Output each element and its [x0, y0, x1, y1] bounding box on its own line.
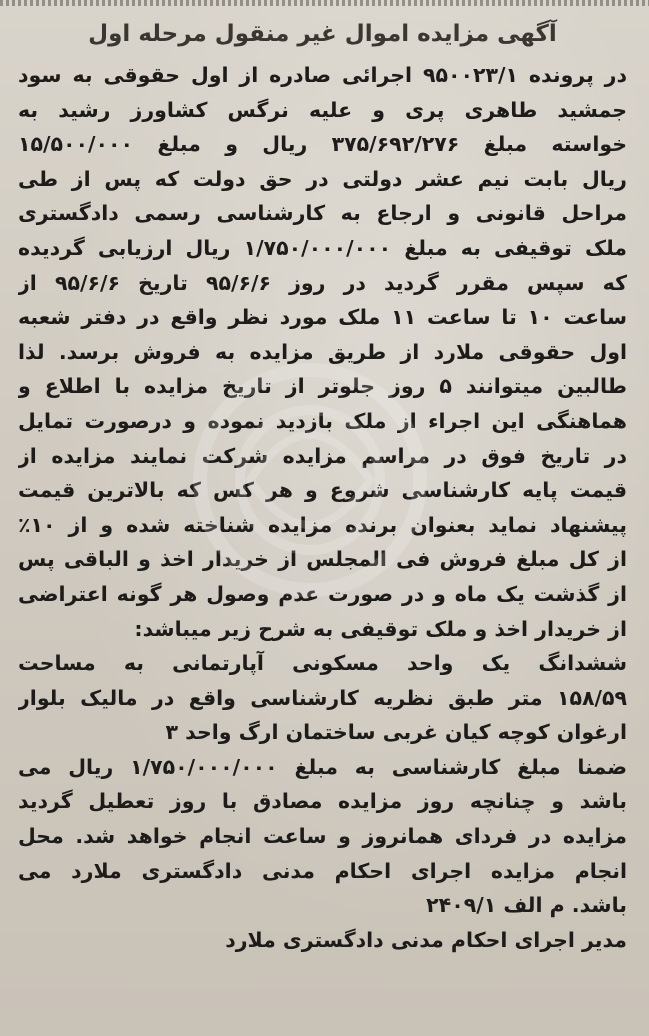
notice-line: در تاریخ فوق در مراسم مزایده شرکت نمایند مزایده از: [18, 443, 627, 468]
notice-body: [18, 58, 627, 957]
notice-title: آگهی مزایده اموال غیر منقول مرحله اول: [88, 21, 557, 47]
notice-line: از خریدار اخذ و ملک توقیفی به شرح زیر میباشد:: [134, 616, 627, 641]
notice-line: طالبین میتوانند ۵ روز جلوتر از تاریخ مزایده با اطلاع و: [18, 374, 627, 399]
notice-line: ۱۵۸/۵۹ متر طبق نظریه کارشناسی واقع در مالیک بلوار: [18, 685, 627, 710]
notice-line: پیشنهاد نماید بعنوان برنده مزایده شناخته شده و از ۱۰٪: [18, 512, 627, 537]
notice-line: هماهنگی این اجراء از ملک بازدید نموده و درصورت تمایل: [18, 408, 627, 433]
notice-line: ارغوان کوچه کیان غربی ساختمان ارگ واحد ۳: [165, 720, 627, 745]
notice-line: انجام مزایده اجرای احکام مدنی دادگستری ملارد می: [18, 858, 627, 883]
notice-line: ملک توقیفی به مبلغ ۱/۷۵۰/۰۰۰/۰۰۰ ریال ارزیابی گردیده: [18, 235, 627, 260]
notice-line: قیمت پایه کارشناسی شروع و هر کس که بالاترین قیمت: [18, 478, 627, 503]
notice-line: ساعت ۱۰ تا ساعت ۱۱ ملک مورد نظر واقع در دفتر شعبه: [18, 305, 627, 330]
notice-signature: مدیر اجرای احکام مدنی دادگستری ملارد: [225, 927, 627, 952]
notice-line: ششدانگ یک واحد مسکونی آپارتمانی به مساحت: [18, 651, 627, 676]
notice-line: اول حقوقی ملارد از طریق مزایده به فروش برسد. لذا: [18, 339, 627, 364]
notice-line: از گذشت یک ماه و در صورت عدم وصول هر گونه اعتراضی: [18, 581, 627, 606]
notice-line: که سپس مقرر گردید در روز ۹۵/۶/۶ تاریخ ۹۵/۶/۶ از: [18, 270, 627, 295]
notice-line: ضمنا مبلغ کارشناسی به مبلغ ۱/۷۵۰/۰۰۰/۰۰۰ ریال می: [18, 754, 627, 779]
notice-line: باشد. م الف ۲۴۰۹/۱: [426, 893, 627, 918]
top-rule: [0, 0, 649, 6]
notice-line: مزایده در فردای همانروز و ساعت انجام خواهد شد. محل: [18, 824, 627, 849]
notice-line: ریال بابت نیم عشر دولتی در حق دولت که پس از طی: [18, 166, 627, 191]
notice-line: جمشید طاهری پری و علیه نرگس کشاورز رشید به: [18, 97, 627, 122]
notice-line: از کل مبلغ فروش فی المجلس از خریدار اخذ و الباقی پس: [18, 547, 627, 572]
notice-line: مراحل قانونی و ارجاع به کارشناسی رسمی دادگستری: [18, 201, 627, 226]
notice-line: در پرونده ۹۵۰۰۲۳/۱ اجرائی صادره از اول حقوقی به سود: [18, 63, 627, 87]
notice-line: باشد و چنانچه روز مزایده مصادق با روز تعطیل گردید: [18, 789, 627, 814]
notice-line: خواسته مبلغ ۳۷۵/۶۹۲/۲۷۶ ریال و مبلغ ۱۵/۵۰۰/۰۰۰: [18, 132, 627, 157]
